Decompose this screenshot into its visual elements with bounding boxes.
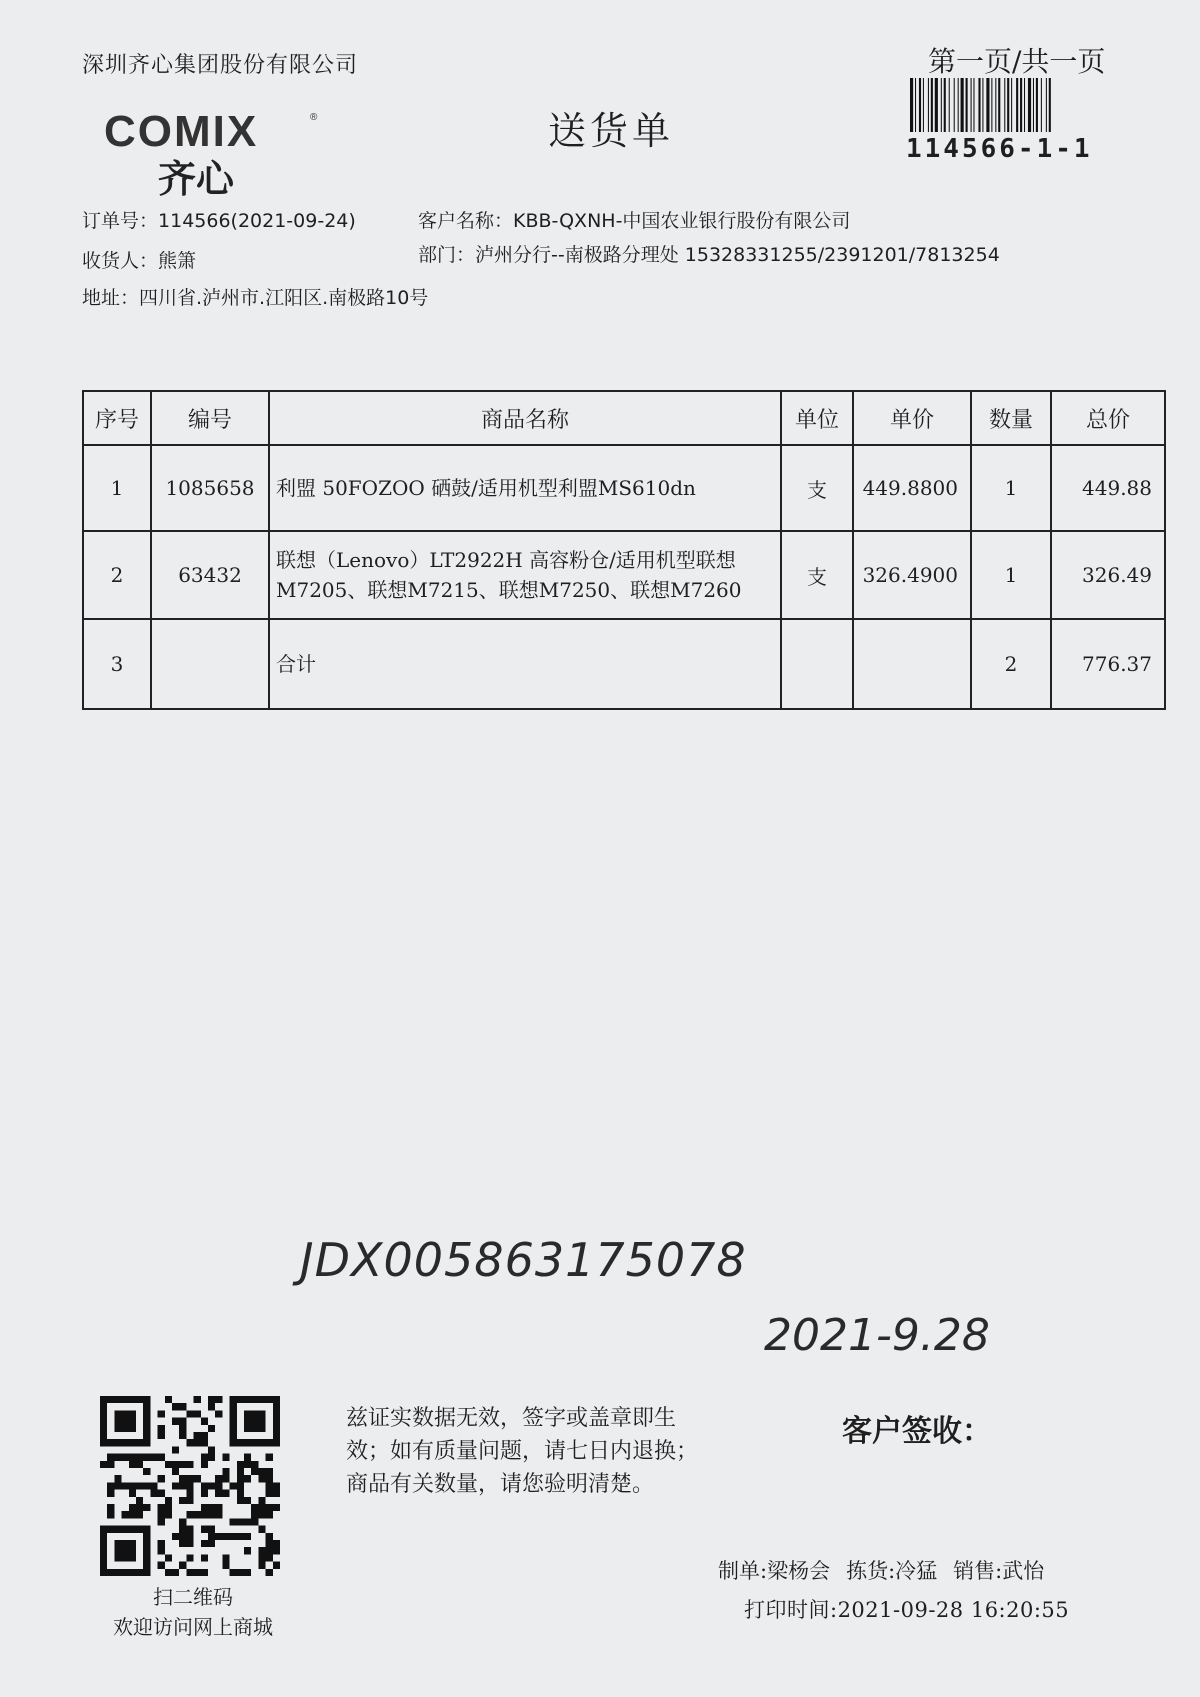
svg-text:COMIX: COMIX: [104, 107, 259, 156]
table-row-total: [83, 619, 1165, 709]
header-unit-price: 单价: [853, 391, 971, 445]
comix-logo: [100, 104, 330, 201]
notice-line: 效；如有质量问题，请七日内退换；: [346, 1439, 699, 1464]
department-value: 泸州分行--南极路分理处 15328331255/2391201/7813254: [475, 244, 1000, 266]
cell-unit: 支: [781, 531, 853, 619]
receiver-value: 熊箫: [158, 250, 197, 272]
maker-name: 制单:梁杨会: [718, 1559, 831, 1583]
address-label: 地址：: [82, 287, 140, 309]
svg-text:®: ®: [310, 112, 318, 123]
cell-unit-price: [853, 619, 971, 709]
notice-text: [346, 1402, 766, 1501]
table-row: [83, 445, 1165, 531]
page-info: 第一页/共一页: [928, 45, 1106, 78]
receiver-label: 收货人：: [82, 250, 159, 272]
header-product-name: 商品名称: [269, 391, 781, 445]
table-header-row: [83, 391, 1165, 445]
barcode-number: 114566-1-1: [906, 134, 1093, 164]
company-name: 深圳齐心集团股份有限公司: [82, 53, 359, 78]
customer-line: [418, 206, 850, 233]
cell-quantity: 1: [971, 445, 1051, 531]
product-name-line: 联想（Lenovo）LT2922H 高容粉仓/适用机型联想: [276, 548, 736, 572]
cell-code: [151, 619, 269, 709]
department-line: [418, 240, 1000, 267]
cell-seq: 1: [83, 445, 151, 531]
cell-total: 326.49: [1051, 531, 1165, 619]
product-name-line: 利盟 50FOZOO 硒鼓/适用机型利盟MS610dn: [276, 476, 696, 500]
cell-code: 1085658: [151, 445, 269, 531]
header-unit: 单位: [781, 391, 853, 445]
staff-line: [718, 1555, 1044, 1585]
cell-total: 776.37: [1051, 619, 1165, 709]
cell-total: 449.88: [1051, 445, 1165, 531]
cell-unit: 支: [781, 445, 853, 531]
product-name-line: M7205、联想M7215、联想M7250、联想M7260: [276, 578, 742, 602]
notice-line: 商品有关数量，请您验明清楚。: [346, 1472, 655, 1497]
order-number-line: [82, 206, 356, 233]
svg-text:齐心: 齐心: [158, 157, 235, 201]
seller-name: 销售:武怡: [953, 1559, 1045, 1583]
cell-product-name: [269, 619, 781, 709]
handwritten-tracking-number: [296, 1222, 747, 1292]
cell-unit: [781, 619, 853, 709]
customer-signature-label: 客户签收：: [842, 1414, 992, 1449]
address-value: 四川省.泸州市.江阳区.南极路10号: [139, 287, 429, 309]
customer-value: KBB-QXNH-中国农业银行股份有限公司: [513, 210, 851, 232]
print-time: 打印时间:2021-09-28 16:20:55: [744, 1598, 1070, 1622]
picker-name: 拣货:冷猛: [846, 1559, 938, 1583]
cell-product-name: [269, 531, 781, 619]
cell-code: 63432: [151, 531, 269, 619]
cell-quantity: 1: [971, 531, 1051, 619]
handwritten-date: [760, 1298, 1000, 1368]
qr-code[interactable]: [100, 1396, 280, 1576]
receiver-line: [82, 246, 196, 273]
document-title: 送货单: [548, 109, 675, 153]
cell-unit-price: 449.8800: [853, 445, 971, 531]
customer-label: 客户名称：: [418, 210, 514, 232]
header-quantity: 数量: [971, 391, 1051, 445]
order-number-value: 114566(2021-09-24): [158, 210, 356, 232]
svg-text:JDX005863175078: JDX005863175078: [300, 1233, 747, 1287]
cell-seq: 3: [83, 619, 151, 709]
header-total: 总价: [1051, 391, 1165, 445]
svg-text:2021-9.28: 2021-9.28: [764, 1310, 990, 1361]
qr-caption: [86, 1582, 300, 1642]
barcode-graphic: [908, 78, 1116, 132]
qr-caption-line: 扫二维码: [153, 1585, 233, 1609]
address-line: [82, 283, 428, 310]
table-row: [83, 531, 1165, 619]
cell-seq: 2: [83, 531, 151, 619]
notice-line: 兹证实数据无效，签字或盖章即生: [346, 1406, 677, 1431]
cell-unit-price: 326.4900: [853, 531, 971, 619]
items-table: [82, 390, 1166, 710]
cell-product-name: [269, 445, 781, 531]
qr-caption-line: 欢迎访问网上商城: [113, 1615, 273, 1639]
cell-quantity: 2: [971, 619, 1051, 709]
department-label: 部门：: [418, 244, 476, 266]
header-seq: 序号: [83, 391, 151, 445]
header-code: 编号: [151, 391, 269, 445]
order-number-label: 订单号：: [82, 210, 159, 232]
product-name-line: 合计: [276, 652, 316, 676]
